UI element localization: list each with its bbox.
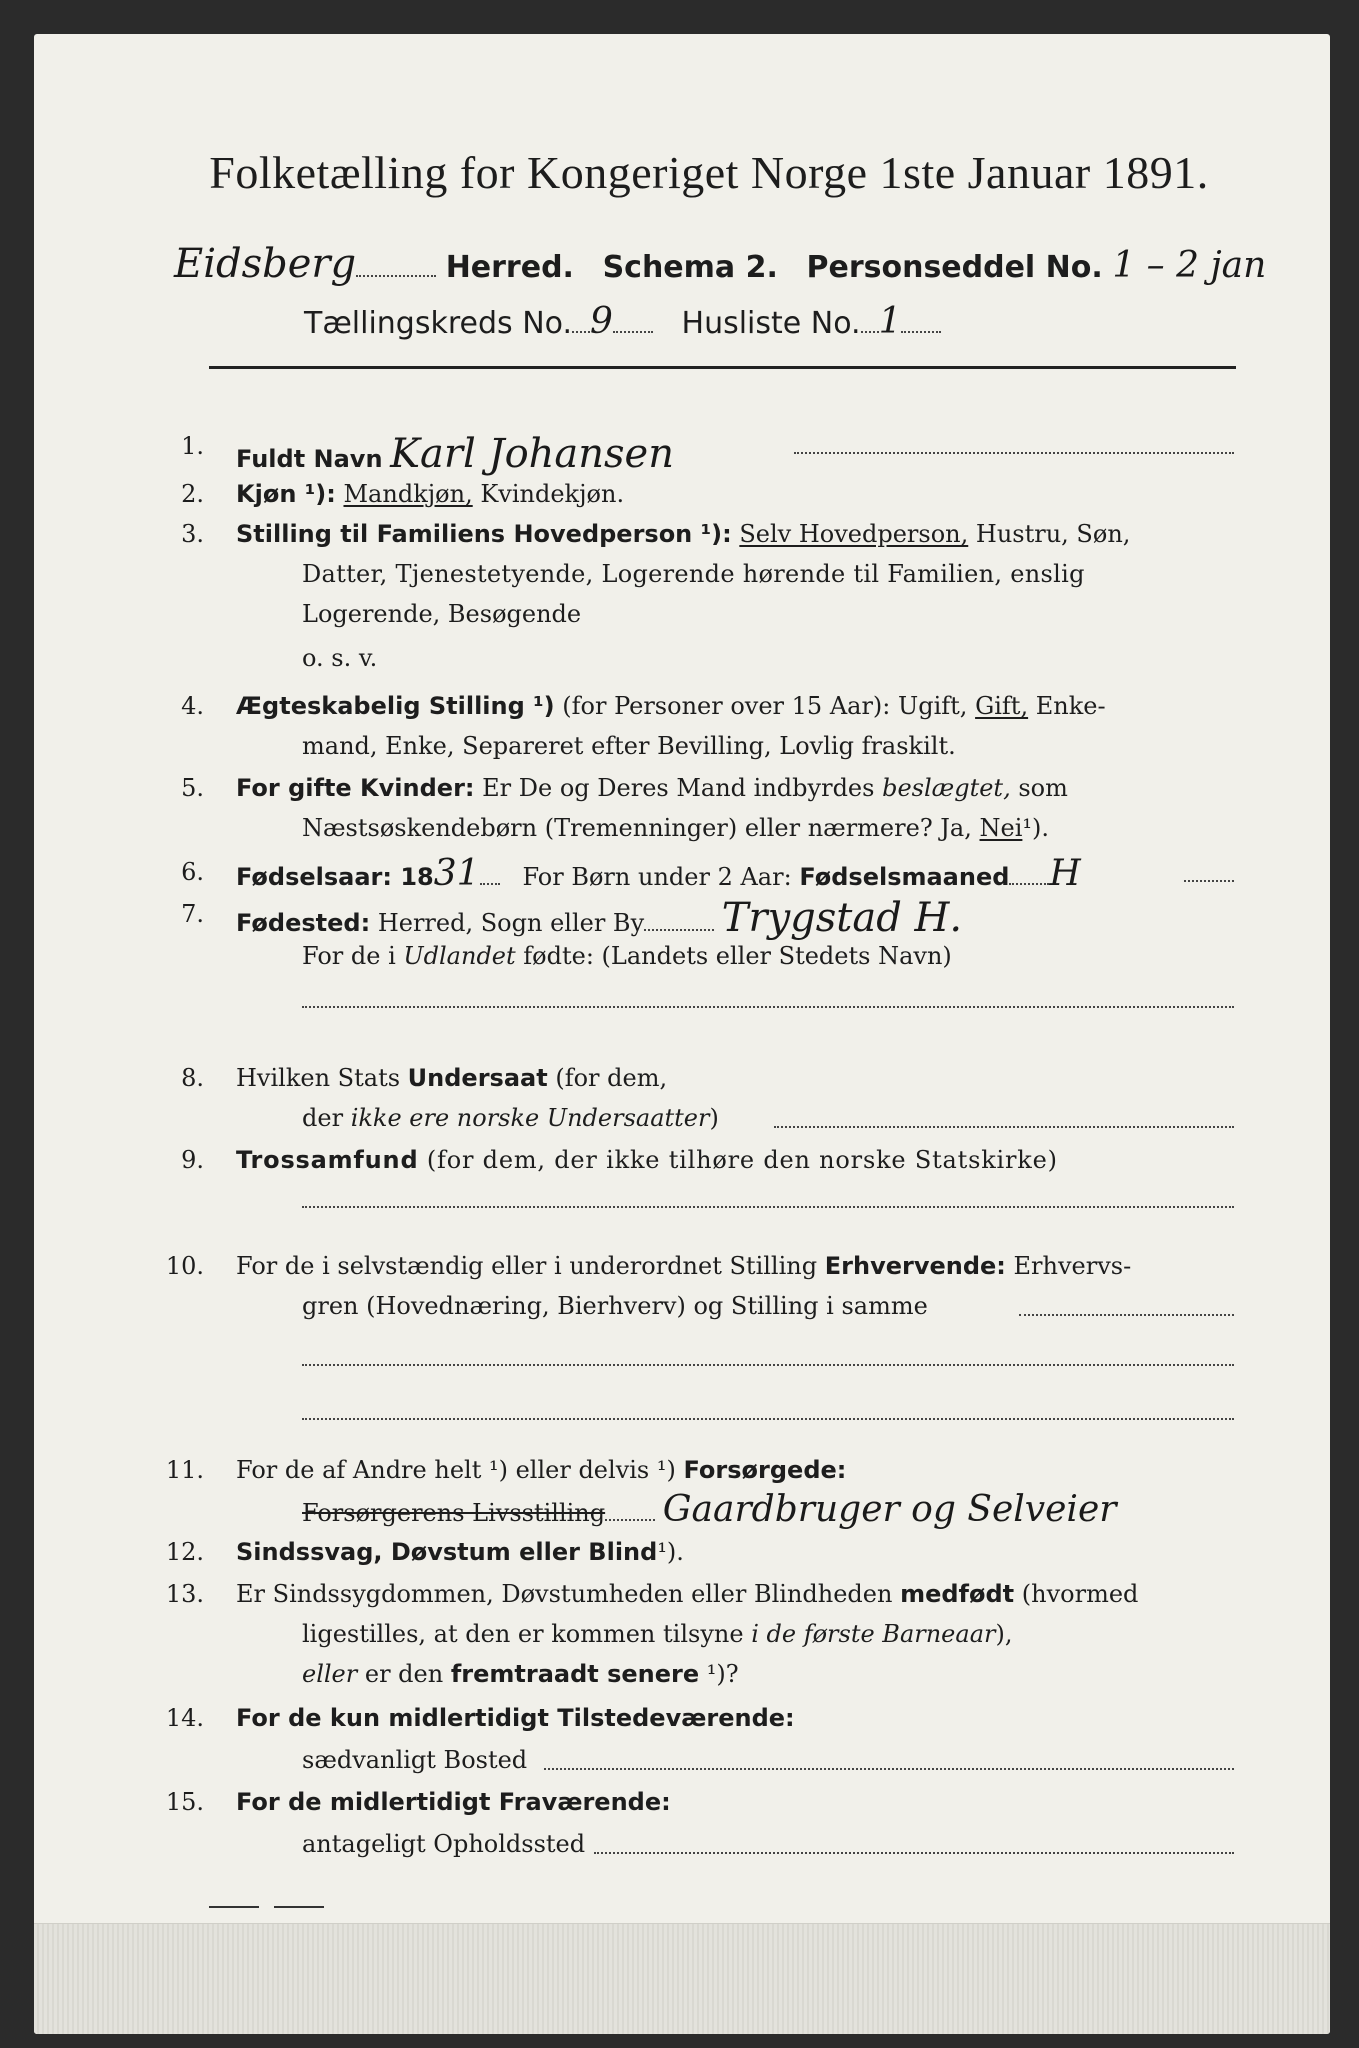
field-13-line-3-end: ¹)? [706, 1660, 739, 1688]
field-4-text: (for Personer over 15 Aar): Ugift, [562, 692, 968, 720]
field-5-line-2-text: Næstsøskendebørn (Tremenninger) eller nærmere? Ja, [302, 814, 972, 842]
field-9 [236, 1148, 1058, 1172]
herred-label: Herred. [445, 250, 574, 285]
field-3-selected: Selv Hovedperson, [739, 520, 969, 548]
field-3 [236, 522, 1130, 546]
field-1-label: Fuldt Navn [236, 445, 383, 473]
field-9-text: (for dem, der ikke tilhøre den norske Statskirke) [426, 1146, 1058, 1174]
field-3-number: 3. [181, 520, 204, 548]
field-5-italic: beslægtet, [882, 774, 1011, 802]
field-7-number: 7. [181, 900, 204, 928]
field-10-end: Erhvervs- [1013, 1252, 1132, 1280]
field-6-label: Fødselsaar: 18 [236, 863, 434, 891]
field-14-dots [544, 1768, 1234, 1770]
field-10-bold: Erhvervende: [824, 1252, 1006, 1280]
field-14 [236, 1706, 795, 1730]
field-2-number: 2. [181, 480, 204, 508]
field-14-bold: For de kun midlertidigt Tilstedeværende: [236, 1704, 795, 1732]
field-7-line-2b: fødte: (Landets eller Stedets Navn) [523, 942, 952, 970]
field-12-number: 12. [165, 1538, 204, 1566]
field-11 [236, 1458, 846, 1482]
field-13-line-3-bold: fremtraadt senere [450, 1660, 700, 1688]
field-4-rest: Enke- [1035, 692, 1106, 720]
field-13-bold: medfødt [900, 1580, 1015, 1608]
field-3-options: Hustru, Søn, [975, 520, 1131, 548]
field-2 [236, 482, 624, 506]
field-3-line-2: Datter, Tjenestetyende, Logerende hørende til Familien, enslig [302, 560, 1085, 588]
header-rule [209, 366, 1236, 369]
sheet-bottom-strip [34, 1923, 1330, 2034]
field-14-number: 14. [165, 1704, 204, 1732]
herred-row [174, 241, 1267, 287]
field-6-year-value: 31 [433, 853, 480, 894]
field-8-number: 8. [181, 1064, 204, 1092]
field-7-text: Herred, Sogn eller By [377, 909, 645, 937]
field-1 [236, 431, 674, 477]
field-6 [236, 853, 1081, 894]
field-7-value: Trygstad H. [721, 895, 963, 941]
field-10 [236, 1254, 1131, 1278]
field-10-dots-b [302, 1364, 1234, 1366]
field-8-line-2-italic: ikke ere norske Undersaatter [350, 1104, 710, 1132]
field-9-dots [302, 1206, 1234, 1208]
field-3-label: Stilling til Familiens Hovedperson ¹): [236, 520, 732, 548]
field-4-selected: Gift, [975, 692, 1029, 720]
husliste-value: 1 [878, 301, 902, 342]
field-8 [236, 1066, 667, 1090]
field-6-number: 6. [181, 858, 204, 886]
field-6-dots [1184, 880, 1234, 882]
field-1-dots [794, 452, 1234, 454]
field-13 [236, 1582, 1138, 1606]
field-13-text: Er Sindssygdommen, Døvstumheden eller Blindheden [236, 1580, 893, 1608]
field-13-line-2a: ligestilles, at den er kommen tilsyne [302, 1620, 744, 1648]
field-3-line-3: Logerende, Besøgende [302, 600, 582, 628]
field-5-close: ¹). [1022, 814, 1050, 842]
field-8-line-2: der ikke ere norske Undersaatter) [302, 1104, 719, 1132]
census-form-sheet [34, 34, 1330, 2034]
husliste-label: Husliste No. [681, 306, 861, 341]
field-7-line-2-italic: Udlandet [403, 942, 516, 970]
field-15-dots [594, 1852, 1234, 1854]
field-12-end: ¹). [657, 1538, 684, 1566]
field-11-number: 11. [165, 1456, 204, 1484]
field-13-end: (hvormed [1021, 1580, 1139, 1608]
field-15-line-2: antageligt Opholdssted [302, 1830, 586, 1858]
field-11-bold: Forsørgede: [683, 1456, 847, 1484]
field-10-dots-c [302, 1418, 1234, 1420]
field-9-number: 9. [181, 1146, 204, 1174]
field-5-end: som [1018, 774, 1068, 802]
field-5-number: 5. [181, 774, 204, 802]
field-5-line-2 [302, 816, 1049, 840]
field-11-line-2 [302, 1489, 1117, 1530]
personseddel-value: 1 – 2 jan [1112, 245, 1267, 286]
field-10-number: 10. [165, 1252, 204, 1280]
field-4-line-2: mand, Enke, Separeret efter Bevilling, Lovlig fraskilt. [302, 732, 956, 760]
field-4-number: 4. [181, 692, 204, 720]
field-12-bold: Sindssvag, Døvstum eller Blind [236, 1538, 658, 1566]
field-1-value: Karl Johansen [390, 431, 674, 477]
field-10-line-2: gren (Hovednæring, Bierhverv) og Stilling i samme [302, 1292, 928, 1320]
personseddel-label: Personseddel No. [806, 250, 1103, 285]
field-13-line-2: ligestilles, at den er kommen tilsyne i de første Barneaar), [302, 1620, 1013, 1648]
field-15 [236, 1790, 671, 1814]
footnote-rule-a [209, 1906, 259, 1908]
field-7-dots [302, 1006, 1234, 1008]
field-11-text: For de af Andre helt ¹) eller delvis ¹) [236, 1456, 676, 1484]
field-13-line-3-italic: eller [302, 1660, 358, 1688]
field-8-rest: (for dem, [555, 1064, 668, 1092]
field-4-label: Ægteskabelig Stilling ¹) [236, 692, 555, 720]
kreds-label: Tællingskreds No. [304, 306, 572, 341]
field-4 [236, 694, 1106, 718]
field-8-bold: Undersaat [407, 1064, 548, 1092]
field-10-text: For de i selvstændig eller i underordnet Stilling [236, 1252, 818, 1280]
form-title: Folketælling for Kongeriget Norge 1ste Januar 1891. [209, 147, 1209, 198]
field-15-number: 15. [165, 1788, 204, 1816]
field-5 [236, 776, 1068, 800]
field-6-mid: For Børn under 2 Aar: [522, 863, 792, 891]
field-7-label: Fødested: [236, 909, 371, 937]
field-11-value: Gaardbruger og Selveier [662, 1489, 1117, 1530]
field-13-line-2-italic: i de første Barneaar [751, 1620, 996, 1648]
field-5-selected: Nei [979, 814, 1023, 842]
field-12 [236, 1540, 684, 1564]
field-11-line-2-label: Forsørgerens Livsstilling [302, 1499, 606, 1527]
field-13-line-3 [302, 1662, 739, 1686]
field-6-month-label: Fødselsmaaned [799, 863, 1010, 891]
footnote-rule-b [274, 1906, 324, 1908]
field-5-text: Er De og Deres Mand indbyrdes [482, 774, 875, 802]
field-14-line-2: sædvanligt Bosted [302, 1746, 528, 1774]
field-3-line-4: o. s. v. [302, 644, 378, 672]
field-9-bold: Trossamfund [236, 1146, 419, 1174]
kreds-value: 9 [590, 301, 613, 342]
field-15-bold: For de midlertidigt Fraværende: [236, 1788, 671, 1816]
field-10-dots-a [1019, 1314, 1234, 1316]
herred-value: Eidsberg [174, 241, 357, 287]
field-6-month-value: H [1049, 853, 1081, 894]
field-2-option-female: Kvindekjøn. [480, 480, 625, 508]
field-2-label: Kjøn ¹): [236, 480, 336, 508]
field-7-line-2a: For de i [302, 942, 396, 970]
field-13-line-3a: er den [364, 1660, 444, 1688]
field-8-text: Hvilken Stats [236, 1064, 401, 1092]
kreds-row [304, 301, 941, 342]
field-8-dots [774, 1126, 1234, 1128]
field-7 [236, 895, 963, 941]
field-5-label: For gifte Kvinder: [236, 774, 475, 802]
field-1-number: 1. [181, 432, 204, 460]
field-7-line-2 [302, 944, 952, 968]
field-2-option-male: Mandkjøn, [343, 480, 473, 508]
field-13-number: 13. [165, 1580, 204, 1608]
schema-label: Schema 2. [602, 250, 778, 285]
field-8-line-2a: der [302, 1104, 344, 1132]
